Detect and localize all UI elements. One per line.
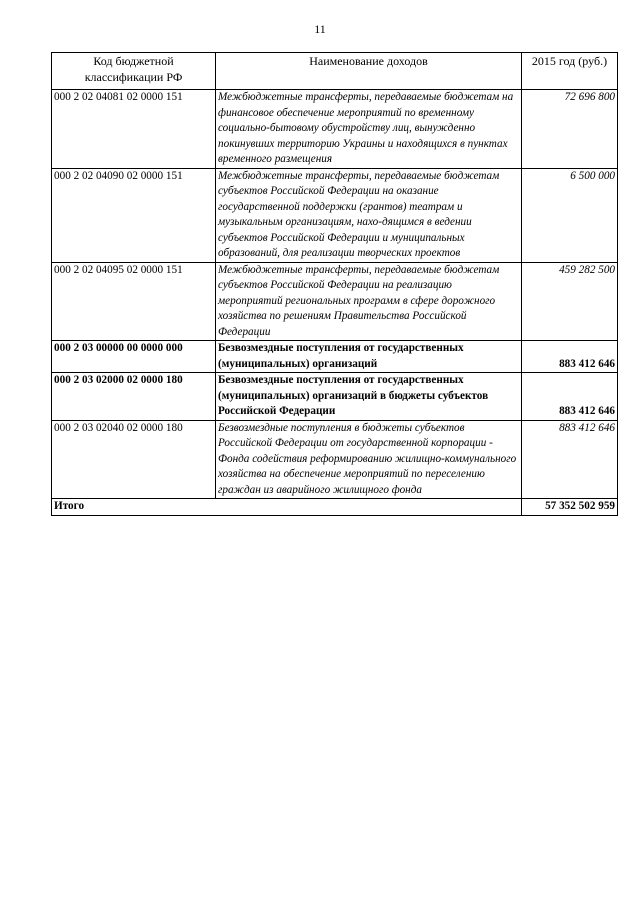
row-amount: 883 412 646 bbox=[522, 420, 618, 499]
total-amount: 57 352 502 959 bbox=[522, 499, 618, 516]
row-amount: 72 696 800 bbox=[522, 90, 618, 169]
header-amount: 2015 год (руб.) bbox=[522, 53, 618, 90]
row-code: 000 2 02 04081 02 0000 151 bbox=[52, 90, 216, 169]
header-name: Наименование доходов bbox=[216, 53, 522, 90]
row-name: Межбюджетные трансферты, передаваемые бюджетам на финансовое обеспечение мероприятий по временному социально-бытовому обустройству лиц, вынужденно покинувших территорию Украины и находящихся в пунктах временного размещения bbox=[216, 90, 522, 169]
row-name: Межбюджетные трансферты, передаваемые бюджетам субъектов Российской Федерации на реализацию мероприятий региональных программ в сфере дорожного хозяйства по решениям Правительства Российской Федерации bbox=[216, 262, 522, 341]
table-row bbox=[52, 90, 618, 169]
row-amount: 6 500 000 bbox=[522, 168, 618, 262]
total-row bbox=[52, 499, 618, 516]
revenue-table bbox=[51, 52, 618, 516]
row-name: Безвозмездные поступления от государственных (муниципальных) организаций в бюджеты субъектов Российской Федерации bbox=[216, 373, 522, 421]
table-row bbox=[52, 373, 618, 421]
table-header-row bbox=[52, 53, 618, 90]
table-row bbox=[52, 262, 618, 341]
row-code: 000 2 03 00000 00 0000 000 bbox=[52, 341, 216, 373]
row-amount: 883 412 646 bbox=[522, 373, 618, 421]
table-row bbox=[52, 341, 618, 373]
page-number: 11 bbox=[314, 22, 326, 36]
table-row bbox=[52, 420, 618, 499]
row-code: 000 2 02 04095 02 0000 151 bbox=[52, 262, 216, 341]
row-amount: 459 282 500 bbox=[522, 262, 618, 341]
row-name: Безвозмездные поступления в бюджеты субъектов Российской Федерации от государственной корпорации - Фонда содействия реформированию жилищно-коммунального хозяйства на обеспечение мероприятий по переселению граждан из аварийного жилищного фонда bbox=[216, 420, 522, 499]
row-code: 000 2 02 04090 02 0000 151 bbox=[52, 168, 216, 262]
row-amount: 883 412 646 bbox=[522, 341, 618, 373]
row-code: 000 2 03 02040 02 0000 180 bbox=[52, 420, 216, 499]
total-label: Итого bbox=[52, 499, 522, 516]
header-code: Код бюджетной классификации РФ bbox=[52, 53, 216, 90]
row-name: Безвозмездные поступления от государственных (муниципальных) организаций bbox=[216, 341, 522, 373]
row-name: Межбюджетные трансферты, передаваемые бюджетам субъектов Российской Федерации на оказание государственной поддержки (грантов) театрам и музыкальным организациям, нахо-дящимся в ведении субъектов Российской Федерации и муниципальных образований, для реализации творческих проектов bbox=[216, 168, 522, 262]
row-code: 000 2 03 02000 02 0000 180 bbox=[52, 373, 216, 421]
table-row bbox=[52, 168, 618, 262]
